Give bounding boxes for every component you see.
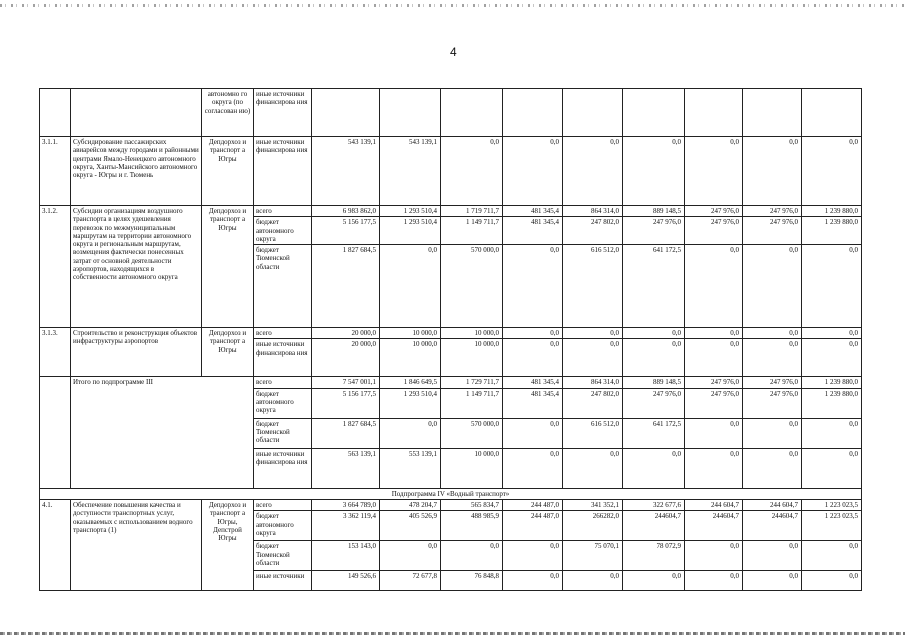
- value-cell: 5 156 177,5: [312, 388, 380, 418]
- value-cell: 641 172,5: [623, 418, 685, 448]
- value-cell: 0,0: [802, 137, 862, 206]
- value-cell: 1 293 510,4: [380, 388, 441, 418]
- value-cell: 247 976,0: [685, 377, 743, 388]
- cell-number: 4.1.: [40, 500, 71, 591]
- value-cell: 0,0: [503, 137, 563, 206]
- cell-name: Субсидирование пассажирских авиарейсов между городами и районными центрами Ямало-Ненецкого автономного округа, Ханты-Мансийского автономного округа - Югры и г. Тюмень: [71, 137, 202, 206]
- value-cell: 481 345,4: [503, 377, 563, 388]
- value-cell: 1 827 684,5: [312, 245, 380, 328]
- cell-source: иные источники финансирова ния: [254, 137, 312, 206]
- value-cell: 0,0: [563, 571, 623, 591]
- value-cell: 0,0: [685, 448, 743, 488]
- table-row: [40, 500, 862, 511]
- value-cell: 10 000,0: [441, 448, 503, 488]
- value-cell: 0,0: [503, 328, 563, 339]
- value-cell: 1 729 711,7: [441, 377, 503, 388]
- value-cell: 0,0: [685, 339, 743, 377]
- table-row: [40, 206, 862, 217]
- value-cell: 0,0: [685, 571, 743, 591]
- value-cell: 247 976,0: [685, 206, 743, 217]
- value-cell: 0,0: [623, 328, 685, 339]
- value-cell: 481 345,4: [503, 217, 563, 245]
- value-cell: 543 139,1: [380, 137, 441, 206]
- value-cell: 1 293 510,4: [380, 206, 441, 217]
- value-cell: 563 139,1: [312, 448, 380, 488]
- value-cell: 0,0: [503, 245, 563, 328]
- value-cell: 247 976,0: [743, 388, 802, 418]
- value-cell: 1 239 880,0: [802, 206, 862, 217]
- value-cell: 0,0: [503, 448, 563, 488]
- value-cell: 0,0: [685, 328, 743, 339]
- cell-responsible: Депдорхоз и транспорт а Югры: [202, 137, 254, 206]
- value-cell: 0,0: [563, 137, 623, 206]
- value-cell: 153 143,0: [312, 541, 380, 571]
- value-cell: 3 362 119,4: [312, 511, 380, 541]
- value-cell: 889 148,5: [623, 206, 685, 217]
- value-cell: 616 512,0: [563, 418, 623, 448]
- value-cell: 0,0: [563, 339, 623, 377]
- value-cell: [743, 89, 802, 137]
- value-cell: 0,0: [802, 571, 862, 591]
- cell-source: иные источники финансирова ния: [254, 89, 312, 137]
- value-cell: 481 345,4: [503, 206, 563, 217]
- value-cell: 3 664 789,0: [312, 500, 380, 511]
- value-cell: 641 172,5: [623, 245, 685, 328]
- table-row: [40, 89, 862, 137]
- value-cell: 1 239 880,0: [802, 388, 862, 418]
- value-cell: 0,0: [743, 328, 802, 339]
- value-cell: 78 072,9: [623, 541, 685, 571]
- value-cell: 10 000,0: [441, 339, 503, 377]
- cell-number: [40, 89, 71, 137]
- value-cell: 72 677,8: [380, 571, 441, 591]
- value-cell: 864 314,0: [563, 377, 623, 388]
- value-cell: 478 204,7: [380, 500, 441, 511]
- value-cell: 0,0: [802, 339, 862, 377]
- value-cell: 553 139,1: [380, 448, 441, 488]
- cell-source: иные источники финансирова ния: [254, 339, 312, 377]
- value-cell: 0,0: [503, 339, 563, 377]
- table-row: [40, 328, 862, 339]
- value-cell: 570 000,0: [441, 418, 503, 448]
- value-cell: 1 239 880,0: [802, 217, 862, 245]
- value-cell: 0,0: [441, 541, 503, 571]
- value-cell: 247 976,0: [623, 388, 685, 418]
- value-cell: 0,0: [380, 245, 441, 328]
- value-cell: 76 848,8: [441, 571, 503, 591]
- value-cell: 244604,7: [685, 511, 743, 541]
- value-cell: 570 000,0: [441, 245, 503, 328]
- value-cell: 244 604,7: [743, 500, 802, 511]
- value-cell: 0,0: [743, 571, 802, 591]
- value-cell: 341 352,1: [563, 500, 623, 511]
- cell-source: бюджет Тюменской области: [254, 541, 312, 571]
- scan-artifact-top: [0, 4, 905, 7]
- value-cell: 0,0: [743, 541, 802, 571]
- value-cell: 244604,7: [743, 511, 802, 541]
- value-cell: 322 677,6: [623, 500, 685, 511]
- value-cell: 1 293 510,4: [380, 217, 441, 245]
- value-cell: 7 547 001,1: [312, 377, 380, 388]
- cell-name: [71, 89, 202, 137]
- value-cell: 244604,7: [623, 511, 685, 541]
- value-cell: [802, 89, 862, 137]
- cell-source: иные источники: [254, 571, 312, 591]
- value-cell: 1 239 880,0: [802, 377, 862, 388]
- value-cell: 247 802,0: [563, 388, 623, 418]
- value-cell: [312, 89, 380, 137]
- value-cell: 0,0: [802, 328, 862, 339]
- value-cell: 5 156 177,5: [312, 217, 380, 245]
- value-cell: 1 223 023,5: [802, 500, 862, 511]
- value-cell: 488 985,9: [441, 511, 503, 541]
- value-cell: 0,0: [685, 418, 743, 448]
- cell-number: 3.1.1.: [40, 137, 71, 206]
- value-cell: 1 846 649,5: [380, 377, 441, 388]
- value-cell: 0,0: [380, 541, 441, 571]
- value-cell: 0,0: [380, 418, 441, 448]
- value-cell: 889 148,5: [623, 377, 685, 388]
- value-cell: 0,0: [623, 339, 685, 377]
- subprogram-header: Подпрограмма IV «Водный транспорт»: [40, 488, 862, 499]
- cell-source: бюджет автономного округа: [254, 217, 312, 245]
- value-cell: 1 827 684,5: [312, 418, 380, 448]
- value-cell: 266282,0: [563, 511, 623, 541]
- cell-number: 3.1.2.: [40, 206, 71, 328]
- value-cell: 0,0: [623, 571, 685, 591]
- table-row: [40, 488, 862, 499]
- table-row: [40, 377, 862, 388]
- value-cell: 1 223 023,5: [802, 511, 862, 541]
- value-cell: 0,0: [623, 137, 685, 206]
- value-cell: 247 802,0: [563, 217, 623, 245]
- value-cell: 0,0: [623, 448, 685, 488]
- value-cell: 6 983 862,0: [312, 206, 380, 217]
- value-cell: 405 526,9: [380, 511, 441, 541]
- value-cell: 149 526,6: [312, 571, 380, 591]
- cell-source: бюджет автономного округа: [254, 511, 312, 541]
- value-cell: 0,0: [503, 541, 563, 571]
- value-cell: 1 149 711,7: [441, 217, 503, 245]
- scan-artifact-bottom: [0, 632, 905, 635]
- value-cell: 1 719 711,7: [441, 206, 503, 217]
- value-cell: [441, 89, 503, 137]
- value-cell: 247 976,0: [685, 388, 743, 418]
- cell-responsible: Депдорхоз и транспорт а Югры: [202, 328, 254, 377]
- value-cell: 247 976,0: [743, 206, 802, 217]
- value-cell: 0,0: [802, 245, 862, 328]
- value-cell: 0,0: [743, 245, 802, 328]
- value-cell: 247 976,0: [743, 377, 802, 388]
- cell-name: Субсидии организациям воздушного транспорта в целях удешевления перевозок по межмуниципальным маршрутам на территории автономного округа и региональным маршрутам, возмещения фактически понесенных затрат от основной деятельности аэропортов, находящихся в собственности автономного округа: [71, 206, 202, 328]
- value-cell: 0,0: [563, 328, 623, 339]
- page-number: 4: [450, 45, 457, 59]
- value-cell: 0,0: [441, 137, 503, 206]
- cell-source: бюджет автономного округа: [254, 388, 312, 418]
- value-cell: 0,0: [743, 339, 802, 377]
- value-cell: 10 000,0: [380, 339, 441, 377]
- value-cell: 10 000,0: [380, 328, 441, 339]
- value-cell: 20 000,0: [312, 339, 380, 377]
- value-cell: 0,0: [685, 245, 743, 328]
- value-cell: 481 345,4: [503, 388, 563, 418]
- value-cell: 1 149 711,7: [441, 388, 503, 418]
- value-cell: 565 834,7: [441, 500, 503, 511]
- value-cell: 244 487,0: [503, 511, 563, 541]
- cell-responsible: Депдорхоз и транспорт а Югры, Депстрой Югры: [202, 500, 254, 591]
- value-cell: 0,0: [802, 541, 862, 571]
- value-cell: 0,0: [802, 418, 862, 448]
- value-cell: 0,0: [743, 448, 802, 488]
- cell-source: всего: [254, 500, 312, 511]
- value-cell: 20 000,0: [312, 328, 380, 339]
- value-cell: 616 512,0: [563, 245, 623, 328]
- value-cell: 247 976,0: [685, 217, 743, 245]
- value-cell: 0,0: [503, 571, 563, 591]
- cell-name: Строительство и реконструкция объектов инфраструктуры аэропортов: [71, 328, 202, 377]
- value-cell: 0,0: [802, 448, 862, 488]
- table-row: [40, 137, 862, 206]
- cell-source: бюджет Тюменской области: [254, 418, 312, 448]
- value-cell: 864 314,0: [563, 206, 623, 217]
- value-cell: 0,0: [563, 448, 623, 488]
- cell-source: иные источники финансирова ния: [254, 448, 312, 488]
- cell-responsible: автономно го округа (по согласован ию): [202, 89, 254, 137]
- value-cell: [623, 89, 685, 137]
- value-cell: [685, 89, 743, 137]
- total-label: Итого по подпрограмме III: [71, 377, 254, 488]
- cell-responsible: Депдорхоз и транспорт а Югры: [202, 206, 254, 328]
- cell-name: Обеспечение повышения качества и доступности транспортных услуг, оказываемых с использованием водного транспорта (1): [71, 500, 202, 591]
- value-cell: 247 976,0: [623, 217, 685, 245]
- value-cell: 0,0: [743, 137, 802, 206]
- value-cell: 0,0: [503, 418, 563, 448]
- value-cell: 0,0: [685, 541, 743, 571]
- cell-source: всего: [254, 206, 312, 217]
- value-cell: [503, 89, 563, 137]
- cell-number: [40, 377, 71, 488]
- value-cell: 75 070,1: [563, 541, 623, 571]
- value-cell: 244 487,0: [503, 500, 563, 511]
- value-cell: 247 976,0: [743, 217, 802, 245]
- value-cell: 10 000,0: [441, 328, 503, 339]
- value-cell: [380, 89, 441, 137]
- value-cell: 543 139,1: [312, 137, 380, 206]
- value-cell: 244 604,7: [685, 500, 743, 511]
- cell-number: 3.1.3.: [40, 328, 71, 377]
- value-cell: [563, 89, 623, 137]
- funding-table: [39, 88, 862, 591]
- cell-source: всего: [254, 328, 312, 339]
- cell-source: бюджет Тюменской области: [254, 245, 312, 328]
- value-cell: 0,0: [743, 418, 802, 448]
- cell-source: всего: [254, 377, 312, 388]
- value-cell: 0,0: [685, 137, 743, 206]
